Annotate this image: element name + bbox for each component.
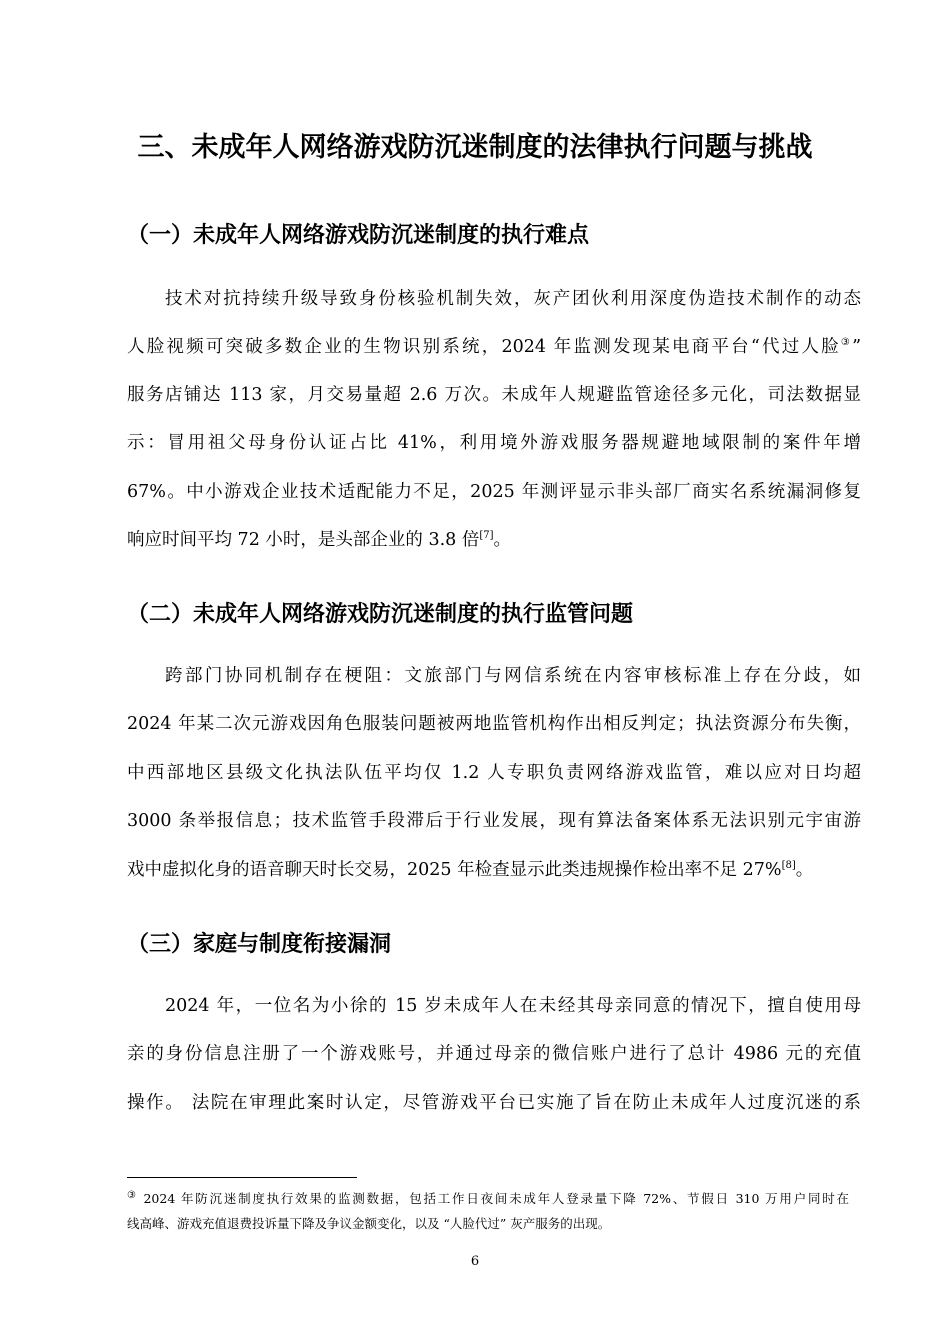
- text-run: 。: [493, 530, 512, 550]
- paragraph-1-line-3: 服务店铺达 113 家，月交易量超 2.6 万次。未成年人规避监管途径多元化，司法数据显: [127, 385, 861, 405]
- page-number: 6: [470, 1254, 480, 1269]
- text-run: 人脸视频可突破多数企业的生物识别系统，2024 年监测发现某电商平台“代过人脸: [127, 337, 841, 357]
- paragraph-1-line-4: 示：冒用祖父母身份认证占比 41%，利用境外游戏服务器规避地域限制的案件年增: [127, 433, 861, 453]
- paragraph-2-line-3: 中西部地区县级文化执法队伍平均仅 1.2 人专职负责网络游戏监管，难以应对日均超: [127, 763, 861, 783]
- text-run: 。: [795, 860, 814, 880]
- footnote-line-1: [127, 1188, 849, 1210]
- footnote-ref: ③: [840, 337, 853, 349]
- paragraph-1-line-1: 技术对抗持续升级导致身份核验机制失效，灰产团伙利用深度伪造技术制作的动态: [165, 289, 861, 309]
- section-heading-3: （三）家庭与制度衔接漏洞: [127, 932, 392, 957]
- paragraph-1-line-6: [127, 525, 861, 555]
- text-run: 戏中虚拟化身的语音聊天时长交易，2025 年检查显示此类违规操作检出率不足 27%: [127, 860, 782, 880]
- footnote-marker: ③: [127, 1189, 138, 1201]
- footnote-separator: [127, 1177, 357, 1178]
- text-run: ”: [852, 337, 862, 357]
- footnote-line-2: 线高峰、游戏充值退费投诉量下降及争议金额变化，以及 “人脸代过” 灰产服务的出现。: [127, 1216, 611, 1231]
- chapter-heading: 三、未成年人网络游戏防沉迷制度的法律执行问题与挑战: [137, 132, 813, 163]
- paragraph-1-line-5: 67%。中小游戏企业技术适配能力不足，2025 年测评显示非头部厂商实名系统漏洞修复: [127, 482, 861, 502]
- paragraph-3-line-1: 2024 年，一位名为小徐的 15 岁未成年人在未经其母亲同意的情况下，擅自使用母: [165, 996, 861, 1016]
- section-heading-2: （二）未成年人网络游戏防沉迷制度的执行监管问题: [127, 602, 634, 627]
- paragraph-2-line-5: [127, 855, 861, 885]
- citation-ref: [7]: [479, 530, 494, 542]
- paragraph-3-line-3: 操作。 法院在审理此案时认定，尽管游戏平台已实施了旨在防止未成年人过度沉迷的系: [127, 1093, 861, 1113]
- paragraph-2-line-1: 跨部门协同机制存在梗阻：文旅部门与网信系统在内容审核标准上存在分歧，如: [165, 666, 861, 686]
- paragraph-1-line-2: [127, 332, 861, 362]
- section-heading-1: （一）未成年人网络游戏防沉迷制度的执行难点: [127, 223, 590, 248]
- paragraph-2-line-2: 2024 年某二次元游戏因角色服装问题被两地监管机构作出相反判定；执法资源分布失衡，: [127, 714, 861, 734]
- paragraph-2-line-4: 3000 条举报信息；技术监管手段滞后于行业发展，现有算法备案体系无法识别元宇宙游: [127, 811, 861, 831]
- paragraph-3-line-2: 亲的身份信息注册了一个游戏账号，并通过母亲的微信账户进行了总计 4986 元的充值: [127, 1044, 861, 1064]
- footnote-text: 2024 年防沉迷制度执行效果的监测数据，包括工作日夜间未成年人登录量下降 72%、节假日 310 万用户同时在: [143, 1191, 849, 1206]
- text-run: 响应时间平均 72 小时，是头部企业的 3.8 倍: [127, 530, 480, 550]
- citation-ref: [8]: [781, 860, 796, 872]
